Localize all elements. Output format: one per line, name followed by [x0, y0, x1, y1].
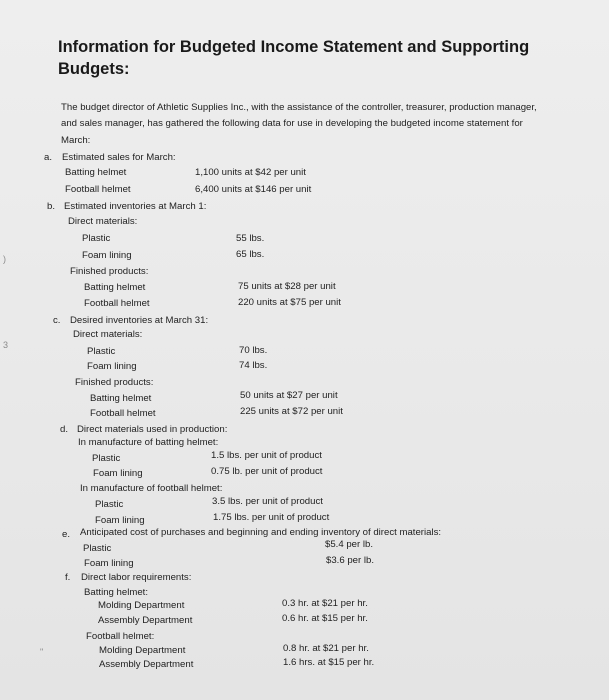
row-label: Foam lining [87, 361, 137, 372]
row-label: Plastic [87, 346, 116, 357]
row-value: 70 lbs. [239, 345, 268, 356]
row-label: Plastic [92, 453, 121, 464]
row-label: Batting helmet [65, 167, 127, 178]
row-value: 1.6 hrs. at $15 per hr. [283, 657, 375, 668]
section-letter: b. [47, 201, 56, 212]
row-value: 1.75 lbs. per unit of product [213, 512, 330, 523]
intro-paragraph: The budget director of Athletic Supplies Inc., with the assistance of the controller, treasurer, production manager, and sales manager, has gathered the following data for use in developing the budgeted income statement for March: [61, 102, 537, 146]
edge-mark: ) [3, 254, 6, 264]
section-heading: Estimated sales for March: [62, 152, 176, 163]
row-label: Molding Department [99, 645, 186, 656]
row-label: Batting helmet [84, 282, 146, 293]
section-letter: f. [65, 572, 71, 583]
subheading: Football helmet: [86, 631, 155, 642]
row-label: Batting helmet [90, 393, 152, 404]
section-heading: Anticipated cost of purchases and beginning and ending inventory of direct materials: [80, 527, 442, 538]
row-value: 1,100 units at $42 per unit [195, 167, 306, 178]
row-value: 50 units at $27 per unit [240, 390, 338, 401]
row-label: Plastic [83, 543, 112, 554]
row-value: 0.3 hr. at $21 per hr. [282, 598, 368, 609]
row-value: 55 lbs. [236, 233, 265, 244]
row-value: 74 lbs. [239, 360, 268, 371]
section-letter: a. [44, 152, 53, 163]
row-value: 65 lbs. [236, 249, 265, 260]
edge-mark: 3 [3, 340, 9, 350]
row-value: 3.5 lbs. per unit of product [212, 496, 323, 507]
section-letter: d. [60, 424, 69, 435]
section-letter: e. [62, 529, 71, 540]
row-value: $5.4 per lb. [325, 539, 374, 550]
section-heading: Desired inventories at March 31: [70, 315, 209, 326]
row-label: Football helmet [90, 408, 156, 419]
subheading: Finished products: [70, 266, 149, 277]
row-value: 220 units at $75 per unit [238, 297, 341, 308]
row-value: 1.5 lbs. per unit of product [211, 450, 322, 461]
row-label: Foam lining [93, 468, 143, 479]
section-heading: Estimated inventories at March 1: [64, 201, 207, 212]
subheading: In manufacture of batting helmet: [78, 437, 219, 448]
row-value: 225 units at $72 per unit [240, 406, 343, 417]
row-value: 75 units at $28 per unit [238, 281, 336, 292]
row-label: Plastic [82, 233, 111, 244]
edge-mark: " [40, 647, 44, 657]
subheading: Direct materials: [68, 216, 138, 227]
row-label: Football helmet [84, 298, 150, 309]
row-value: $3.6 per lb. [326, 555, 375, 566]
row-label: Assembly Department [99, 659, 194, 670]
section-letter: c. [53, 315, 61, 326]
row-label: Molding Department [98, 600, 185, 611]
row-label: Plastic [95, 499, 124, 510]
subheading: In manufacture of football helmet: [80, 483, 223, 494]
row-value: 6,400 units at $146 per unit [195, 184, 312, 195]
row-label: Foam lining [82, 250, 132, 261]
subheading: Direct materials: [73, 329, 143, 340]
row-value: 0.8 hr. at $21 per hr. [283, 643, 369, 654]
row-label: Foam lining [84, 558, 134, 569]
row-value: 0.6 hr. at $15 per hr. [282, 613, 368, 624]
row-label: Foam lining [95, 515, 145, 526]
section-heading: Direct labor requirements: [81, 572, 192, 583]
subheading: Batting helmet: [84, 587, 148, 598]
row-label: Assembly Department [98, 615, 193, 626]
section-heading: Direct materials used in production: [77, 424, 228, 435]
subheading: Finished products: [75, 377, 154, 388]
row-value: 0.75 lb. per unit of product [211, 466, 323, 477]
page-title: Information for Budgeted Income Statement and Supporting Budgets: [58, 38, 530, 78]
row-label: Football helmet [65, 184, 131, 195]
